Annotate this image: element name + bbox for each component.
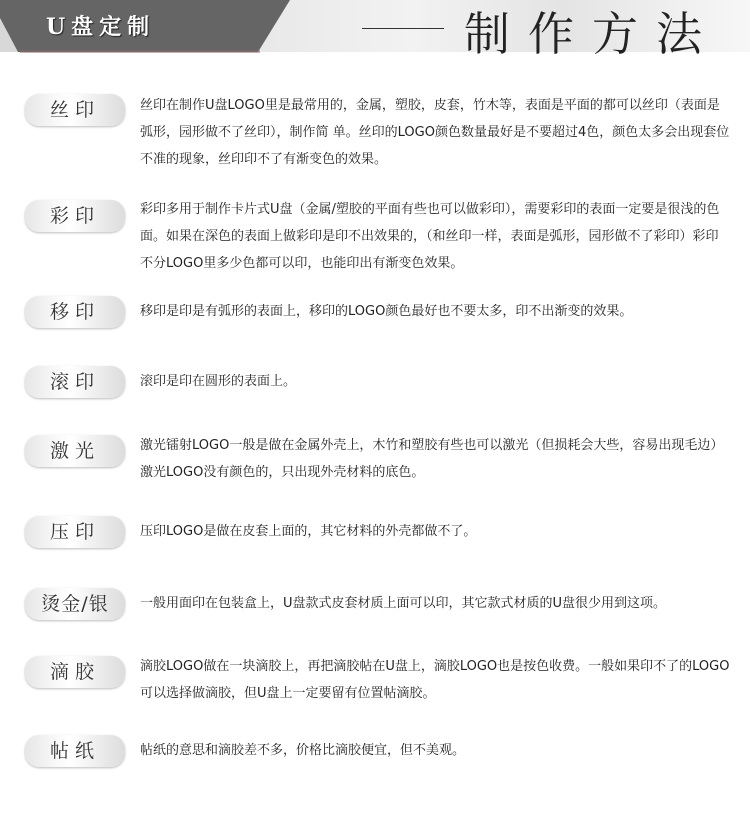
page-header <box>0 0 750 61</box>
page-title: 制作方法 <box>464 7 720 61</box>
method-description: 滴胶LOGO做在一块滴胶上，再把滴胶帖在U盘上，滴胶LOGO也是按色收费。一般如果印不了的LOGO可以选择做滴胶，但U盘上一定要留有位置帖滴胶。 <box>140 659 730 701</box>
tab-shadow <box>20 50 260 53</box>
method-label: 滴胶 <box>25 656 125 688</box>
title-rule <box>362 28 444 29</box>
method-label: 帖纸 <box>25 735 125 767</box>
method-description: 丝印在制作U盘LOGO里是最常用的，金属，塑胶，皮套，竹木等，表面是平面的都可以丝印（表面是弧形，园形做不了丝印），制作简 单。丝印的LOGO颜色数量最好是不要超过4色，颜色太多会出现套位不准的现象，丝印印不了有渐变色的效果。 <box>140 98 730 167</box>
method-label: 滚印 <box>25 366 125 398</box>
method-description: 帖纸的意思和滴胶差不多，价格比滴胶便宜，但不美观。 <box>140 743 466 758</box>
method-description: 移印是印是有弧形的表面上，移印的LOGO颜色最好也不要太多，印不出渐变的效果。 <box>140 304 633 319</box>
method-description: 激光镭射LOGO一般是做在金属外壳上，木竹和塑胶有些也可以激光（但损耗会大些，容易出现毛边）激光LOGO没有颜色的，只出现外壳材料的底色。 <box>140 438 724 480</box>
method-description: 滚印是印在圆形的表面上。 <box>140 374 297 389</box>
method-label: 压印 <box>25 516 125 548</box>
method-description: 压印LOGO是做在皮套上面的，其它材料的外壳都做不了。 <box>140 524 477 539</box>
method-description: 彩印多用于制作卡片式U盘（金属/塑胶的平面有些也可以做彩印），需要彩印的表面一定要是很浅的色面。如果在深色的表面上做彩印是印不出效果的，（和丝印一样，表面是弧形，园形做不了彩印）彩印不分LOGO里多少色都可以印，也能印出有渐变色效果。 <box>140 202 720 271</box>
method-label: 烫金/银 <box>25 588 125 620</box>
method-label: 丝印 <box>25 94 125 126</box>
method-label: 彩印 <box>25 200 125 232</box>
tab-title: U盘定制 <box>46 14 156 40</box>
method-description: 一般用面印在包装盒上，U盘款式皮套材质上面可以印，其它款式材质的U盘很少用到这项。 <box>140 596 667 611</box>
method-label: 移印 <box>25 296 125 328</box>
method-label: 激光 <box>25 435 125 467</box>
